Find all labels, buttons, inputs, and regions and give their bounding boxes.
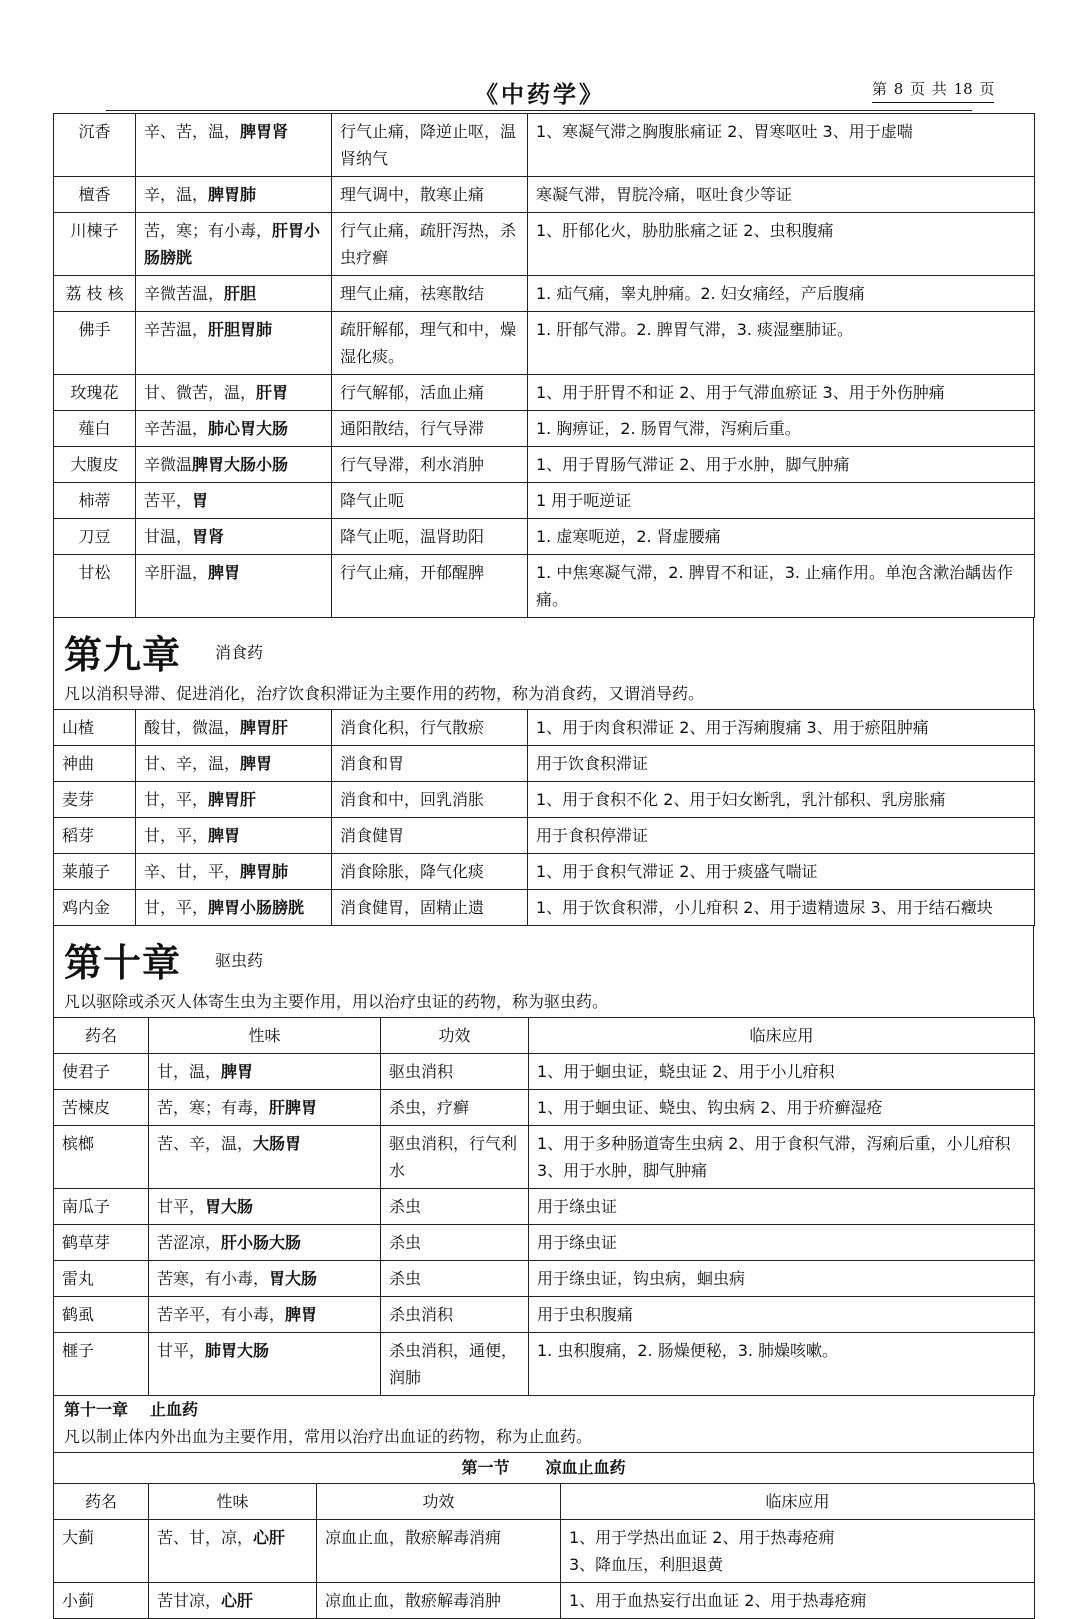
herb-usage-text: 1、用于蛔虫证，蛲虫证 2、用于小儿疳积 — [537, 1062, 835, 1081]
herb-taste: 甘、微苦，温， — [144, 383, 257, 402]
herb-taste: 辛微温 — [144, 455, 193, 474]
herb-meridian: 肺胃大肠 — [205, 1341, 270, 1360]
herb-nature — [136, 710, 332, 746]
digestive-herb-table — [53, 709, 1035, 926]
herb-nature — [136, 782, 332, 818]
herb-usage — [561, 1520, 1035, 1583]
herb-usage — [528, 782, 1035, 818]
chapter-10-title: 第十章 — [64, 941, 182, 985]
herb-name: 榧子 — [54, 1333, 149, 1396]
herb-meridian: 心肝 — [221, 1591, 254, 1610]
herb-usage — [528, 447, 1035, 483]
table-row — [54, 411, 1035, 447]
herb-effect: 行气止痛，疏肝泻热，杀虫疗癣 — [332, 213, 528, 276]
herb-meridian: 肝胃小肠膀胱 — [144, 221, 321, 267]
herb-name: 柿蒂 — [54, 483, 136, 519]
table-row — [54, 555, 1035, 618]
header-usage: 临床应用 — [561, 1484, 1035, 1520]
herb-taste: 苦辛平，有小毒， — [157, 1305, 286, 1324]
qi-herb-table — [53, 113, 1035, 618]
herb-usage — [528, 312, 1035, 375]
herb-taste: 苦寒，有小毒， — [157, 1269, 270, 1288]
header-name: 药名 — [54, 1018, 149, 1054]
herb-nature — [136, 555, 332, 618]
table-row — [54, 519, 1035, 555]
table-header-row — [54, 1018, 1035, 1054]
herb-nature — [149, 1583, 317, 1619]
chapter-11-heading — [53, 1396, 1034, 1424]
herb-meridian: 脾胃 — [285, 1305, 318, 1324]
herb-usage-text: 用于饮食积滞证 — [536, 754, 649, 773]
herb-meridian: 胃大肠 — [269, 1269, 318, 1288]
anthelmintic-herb-table — [53, 1017, 1035, 1396]
herb-nature — [136, 818, 332, 854]
table-row — [54, 1189, 1035, 1225]
chapter-11-title: 第十一章 — [64, 1400, 129, 1419]
herb-usage — [528, 854, 1035, 890]
herb-effect: 凉血止血，散瘀解毒消痈 — [317, 1520, 561, 1583]
table-row — [54, 1090, 1035, 1126]
table-row — [54, 375, 1035, 411]
herb-nature — [136, 746, 332, 782]
herb-usage-text: 用于绦虫证，钩虫病，蛔虫病 — [537, 1269, 746, 1288]
herb-nature — [149, 1054, 381, 1090]
herb-effect: 杀虫消积 — [381, 1297, 529, 1333]
herb-usage-text: 1、肝郁化火，胁肋胀痛之证 2、虫积腹痛 — [536, 221, 834, 240]
herb-usage — [528, 114, 1035, 177]
table-row — [54, 177, 1035, 213]
herb-taste: 辛苦温， — [144, 419, 209, 438]
herb-usage-text: 1、用于肉食积滞证 2、用于泻痢腹痛 3、用于瘀阻肿痛 — [536, 718, 929, 737]
herb-usage-text: 1 用于呃逆证 — [536, 491, 632, 510]
herb-taste: 甘、辛，温， — [144, 754, 241, 773]
herb-name: 槟榔 — [54, 1126, 149, 1189]
herb-meridian: 肝胆 — [224, 284, 257, 303]
header-name: 药名 — [54, 1484, 149, 1520]
table-row — [54, 710, 1035, 746]
table-row — [54, 746, 1035, 782]
table-header-row — [54, 1484, 1035, 1520]
herb-effect: 驱虫消积 — [381, 1054, 529, 1090]
herb-meridian: 肝小肠大肠 — [221, 1233, 302, 1252]
header-effect: 功效 — [317, 1484, 561, 1520]
herb-nature — [136, 483, 332, 519]
herb-usage-text: 1. 中焦寒凝气滞，2. 脾胃不和证，3. 止痛作用。单泡含漱治龋齿作痛。 — [536, 563, 1014, 609]
herb-name: 薤白 — [54, 411, 136, 447]
herb-nature — [136, 519, 332, 555]
herb-nature — [136, 312, 332, 375]
herb-name: 大蓟 — [54, 1520, 149, 1583]
herb-usage — [528, 555, 1035, 618]
herb-taste: 甘，温， — [157, 1062, 222, 1081]
herb-taste: 苦，寒；有毒， — [157, 1098, 270, 1117]
herb-nature — [149, 1189, 381, 1225]
herb-usage — [528, 746, 1035, 782]
herb-usage-text: 用于虫积腹痛 — [537, 1305, 634, 1324]
herb-taste: 苦、辛，温， — [157, 1134, 254, 1153]
herb-usage-text: 1. 肝郁气滞。2. 脾胃气滞，3. 痰湿壅肺证。 — [536, 320, 854, 339]
herb-usage — [528, 483, 1035, 519]
herb-usage-text: 1、用于饮食积滞，小儿疳积 2、用于遗精遗尿 3、用于结石癥块 — [536, 898, 993, 917]
herb-effect: 驱虫消积，行气利水 — [381, 1126, 529, 1189]
herb-usage — [528, 710, 1035, 746]
herb-taste: 甘，平， — [144, 898, 209, 917]
herb-usage — [529, 1126, 1035, 1189]
herb-taste: 苦，寒；有小毒， — [144, 221, 273, 240]
herb-effect: 消食和胃 — [332, 746, 528, 782]
page-number: 第 8 页 共 18 页 — [872, 78, 994, 103]
herb-effect: 降气止呃，温肾助阳 — [332, 519, 528, 555]
herb-usage-text: 用于食积停滞证 — [536, 826, 649, 845]
herb-name: 稻芽 — [54, 818, 136, 854]
herb-meridian: 脾胃 — [208, 563, 241, 582]
herb-usage-text: 1、用于食积气滞证 2、用于痰盛气喘证 — [536, 862, 818, 881]
herb-name: 玫瑰花 — [54, 375, 136, 411]
herb-name: 川楝子 — [54, 213, 136, 276]
herb-usage — [529, 1189, 1035, 1225]
herb-effect: 消食和中，回乳消胀 — [332, 782, 528, 818]
herb-taste: 酸甘，微温， — [144, 718, 241, 737]
herb-nature — [149, 1090, 381, 1126]
herb-taste: 甘平， — [157, 1197, 206, 1216]
herb-effect: 杀虫 — [381, 1189, 529, 1225]
herb-usage — [528, 375, 1035, 411]
herb-usage-text: 1、用于学热出血证 2、用于热毒疮痈 — [569, 1528, 835, 1547]
table-row — [54, 890, 1035, 926]
herb-nature — [149, 1126, 381, 1189]
herb-effect: 消食健胃，固精止遗 — [332, 890, 528, 926]
table-row — [54, 1126, 1035, 1189]
header-nature: 性味 — [149, 1484, 317, 1520]
table-row — [54, 114, 1035, 177]
herb-taste: 甘平， — [157, 1341, 206, 1360]
herb-nature — [136, 114, 332, 177]
table-row — [54, 1333, 1035, 1396]
herb-nature — [149, 1261, 381, 1297]
herb-taste: 辛微苦温， — [144, 284, 225, 303]
section-heading — [53, 1452, 1034, 1483]
herb-nature — [136, 276, 332, 312]
herb-name: 雷丸 — [54, 1261, 149, 1297]
herb-effect: 行气解郁，活血止痛 — [332, 375, 528, 411]
herb-name: 鹤草芽 — [54, 1225, 149, 1261]
chapter-9-intro: 凡以消积导滞、促进消化，治疗饮食积滞证为主要作用的药物，称为消食药，又谓消导药。 — [53, 681, 1034, 709]
herb-nature — [149, 1297, 381, 1333]
herb-taste: 辛、苦，温， — [144, 122, 241, 141]
herb-usage-text: 1、用于蛔虫证、蛲虫、钩虫病 2、用于疥癣湿疮 — [537, 1098, 883, 1117]
herb-effect: 疏肝解郁，理气和中，燥湿化痰。 — [332, 312, 528, 375]
chapter-11-intro: 凡以制止体内外出血为主要作用，常用以治疗出血证的药物，称为止血药。 — [53, 1424, 1034, 1452]
herb-usage — [529, 1054, 1035, 1090]
herb-taste: 甘，平， — [144, 790, 209, 809]
herb-meridian: 脾胃小肠膀胱 — [208, 898, 305, 917]
herb-effect: 杀虫 — [381, 1261, 529, 1297]
table-row — [54, 1261, 1035, 1297]
herb-taste: 甘温， — [144, 527, 193, 546]
table-row — [54, 1225, 1035, 1261]
herb-taste: 苦、甘，凉， — [157, 1528, 254, 1547]
herb-effect: 通阳散结，行气导滞 — [332, 411, 528, 447]
herb-effect: 理气止痛，祛寒散结 — [332, 276, 528, 312]
herb-effect: 杀虫 — [381, 1225, 529, 1261]
section-name: 凉血止血药 — [545, 1458, 626, 1477]
herb-effect: 消食健胃 — [332, 818, 528, 854]
herb-usage — [528, 818, 1035, 854]
herb-effect: 理气调中，散寒止痛 — [332, 177, 528, 213]
herb-name: 大腹皮 — [54, 447, 136, 483]
herb-name: 荔 枝 核 — [54, 276, 136, 312]
header-usage: 临床应用 — [529, 1018, 1035, 1054]
herb-name: 鸡内金 — [54, 890, 136, 926]
herb-effect: 行气导滞，利水消肿 — [332, 447, 528, 483]
chapter-9-title: 第九章 — [64, 633, 182, 677]
herb-meridian: 心肝 — [253, 1528, 286, 1547]
herb-taste: 甘，平， — [144, 826, 209, 845]
hemostatic-herb-table — [53, 1483, 1035, 1619]
herb-nature — [136, 447, 332, 483]
herb-taste: 辛，温， — [144, 185, 209, 204]
table-row — [54, 782, 1035, 818]
herb-effect: 消食除胀，降气化痰 — [332, 854, 528, 890]
herb-name: 南瓜子 — [54, 1189, 149, 1225]
chapter-10-intro: 凡以驱除或杀灭人体寄生虫为主要作用，用以治疗虫证的药物，称为驱虫药。 — [53, 989, 1034, 1017]
herb-name: 刀豆 — [54, 519, 136, 555]
herb-effect: 消食化积，行气散瘀 — [332, 710, 528, 746]
herb-usage-text: 1、用于胃肠气滞证 2、用于水肿，脚气肿痛 — [536, 455, 850, 474]
herb-meridian: 肺心胃大肠 — [208, 419, 289, 438]
herb-nature — [136, 411, 332, 447]
herb-name: 鹤虱 — [54, 1297, 149, 1333]
herb-name: 佛手 — [54, 312, 136, 375]
herb-meridian: 脾胃肺 — [240, 862, 289, 881]
herb-usage-text: 1、用于肝胃不和证 2、用于气滞血瘀证 3、用于外伤肿痛 — [536, 383, 945, 402]
herb-usage — [528, 890, 1035, 926]
herb-usage-text: 1、用于血热妄行出血证 2、用于热毒疮痈 — [569, 1591, 867, 1610]
herb-effect: 杀虫消积，通便，润肺 — [381, 1333, 529, 1396]
herb-meridian: 脾胃大肠小肠 — [192, 455, 289, 474]
herb-meridian: 肝胆胃肺 — [208, 320, 273, 339]
herb-nature — [136, 177, 332, 213]
herb-usage — [529, 1261, 1035, 1297]
herb-usage — [528, 411, 1035, 447]
herb-usage — [529, 1225, 1035, 1261]
table-row — [54, 1583, 1035, 1619]
herb-taste: 辛苦温， — [144, 320, 209, 339]
herb-name: 使君子 — [54, 1054, 149, 1090]
section-number: 第一节 — [461, 1458, 510, 1477]
herb-usage — [528, 177, 1035, 213]
table-row — [54, 1520, 1035, 1583]
herb-usage — [529, 1333, 1035, 1396]
herb-name: 麦芽 — [54, 782, 136, 818]
table-row — [54, 213, 1035, 276]
herb-nature — [136, 375, 332, 411]
herb-usage-text-2: 3、降血压，利胆退黄 — [569, 1555, 724, 1574]
herb-nature — [136, 890, 332, 926]
table-row — [54, 1054, 1035, 1090]
herb-meridian: 大肠胃 — [253, 1134, 302, 1153]
herb-meridian: 肝胃 — [256, 383, 289, 402]
herb-meridian: 脾胃肝 — [208, 790, 257, 809]
herb-name: 苦楝皮 — [54, 1090, 149, 1126]
herb-usage-text: 1. 虫积腹痛，2. 肠燥便秘，3. 肺燥咳嗽。 — [537, 1341, 839, 1360]
herb-name: 莱菔子 — [54, 854, 136, 890]
herb-usage — [528, 276, 1035, 312]
herb-name: 甘松 — [54, 555, 136, 618]
chapter-11-subtitle: 止血药 — [150, 1400, 199, 1419]
herb-nature — [149, 1333, 381, 1396]
table-row — [54, 854, 1035, 890]
herb-meridian: 脾胃肺 — [208, 185, 257, 204]
herb-name: 小蓟 — [54, 1583, 149, 1619]
herb-usage-text: 1. 胸痹证，2. 肠胃气滞，泻痢后重。 — [536, 419, 801, 438]
table-row — [54, 1297, 1035, 1333]
chapter-9-subtitle: 消食药 — [215, 643, 264, 662]
header-nature: 性味 — [149, 1018, 381, 1054]
table-row — [54, 276, 1035, 312]
table-row — [54, 312, 1035, 375]
herb-usage — [561, 1583, 1035, 1619]
herb-taste: 苦涩凉， — [157, 1233, 222, 1252]
herb-meridian: 脾胃肝 — [240, 718, 289, 737]
herb-meridian: 脾胃 — [240, 754, 273, 773]
herb-usage — [529, 1090, 1035, 1126]
herb-name: 山楂 — [54, 710, 136, 746]
herb-effect: 行气止痛，降逆止呕，温肾纳气 — [332, 114, 528, 177]
document-title: 《中药学》 — [475, 81, 605, 108]
document-body — [53, 113, 1034, 1619]
chapter-10-heading — [53, 926, 1034, 989]
herb-taste: 辛、甘，平， — [144, 862, 241, 881]
header-effect: 功效 — [381, 1018, 529, 1054]
herb-usage-text: 1、用于多种肠道寄生虫病 2、用于食积气滞，泻痢后重，小儿疳积 3、用于水肿，脚气肿痛 — [537, 1134, 1011, 1180]
herb-name: 檀香 — [54, 177, 136, 213]
herb-effect: 降气止呃 — [332, 483, 528, 519]
herb-taste: 苦平， — [144, 491, 193, 510]
herb-meridian: 脾胃 — [221, 1062, 254, 1081]
herb-name: 沉香 — [54, 114, 136, 177]
herb-meridian: 胃大肠 — [205, 1197, 254, 1216]
herb-meridian: 脾胃肾 — [240, 122, 289, 141]
herb-name: 神曲 — [54, 746, 136, 782]
herb-usage-text: 1. 虚寒呃逆，2. 肾虚腰痛 — [536, 527, 721, 546]
herb-taste: 辛肝温， — [144, 563, 209, 582]
herb-usage-text: 1、寒凝气滞之胸腹胀痛证 2、胃寒呕吐 3、用于虚喘 — [536, 122, 913, 141]
herb-effect: 行气止痛，开郁醒脾 — [332, 555, 528, 618]
herb-usage-text: 1、用于食积不化 2、用于妇女断乳，乳汁郁积、乳房胀痛 — [536, 790, 946, 809]
herb-meridian: 脾胃 — [208, 826, 241, 845]
herb-meridian: 胃肾 — [192, 527, 225, 546]
herb-taste: 苦甘凉， — [157, 1591, 222, 1610]
herb-meridian: 肝脾胃 — [269, 1098, 318, 1117]
herb-meridian: 胃 — [192, 491, 209, 510]
herb-usage-text: 用于绦虫证 — [537, 1197, 618, 1216]
herb-usage-text: 寒凝气滞，胃脘冷痛，呕吐食少等证 — [536, 185, 793, 204]
herb-nature — [149, 1225, 381, 1261]
herb-usage — [528, 213, 1035, 276]
herb-nature — [136, 854, 332, 890]
herb-usage — [529, 1297, 1035, 1333]
chapter-10-subtitle: 驱虫药 — [215, 951, 264, 970]
header-rule — [106, 110, 972, 111]
herb-effect: 杀虫，疗癣 — [381, 1090, 529, 1126]
herb-usage-text: 用于绦虫证 — [537, 1233, 618, 1252]
table-row — [54, 483, 1035, 519]
table-row — [54, 447, 1035, 483]
herb-usage — [528, 519, 1035, 555]
herb-effect: 凉血止血，散瘀解毒消肿 — [317, 1583, 561, 1619]
herb-usage-text: 1. 疝气痛，睾丸肿痛。2. 妇女痛经，产后腹痛 — [536, 284, 865, 303]
table-row — [54, 818, 1035, 854]
chapter-9-heading — [53, 618, 1034, 681]
herb-nature — [149, 1520, 317, 1583]
herb-nature — [136, 213, 332, 276]
